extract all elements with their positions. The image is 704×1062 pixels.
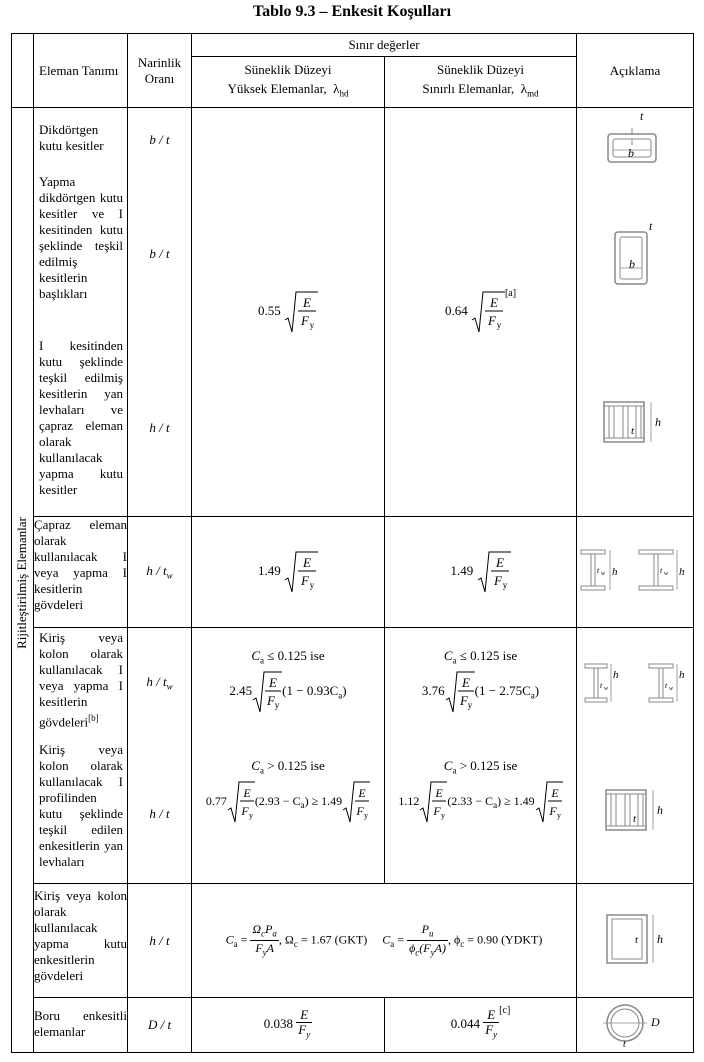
ratio-text: h / t: [146, 563, 167, 579]
i-section-tw-icon-2: [639, 550, 685, 590]
row5-ratio: [128, 674, 191, 692]
sym-t: t: [631, 425, 635, 437]
note-b: [b]: [88, 713, 99, 723]
sym-E: E: [489, 295, 498, 310]
svg-text:t: t: [633, 813, 637, 825]
svg-text:t: t: [665, 681, 668, 690]
r56-md-formulas: [385, 628, 577, 884]
svg-text:E: E: [243, 786, 251, 800]
i-section-tw-icons: [581, 658, 693, 708]
sym-b: b: [629, 257, 635, 271]
i-box-ht-icon: [601, 398, 665, 450]
sqrt-e-fy: [284, 550, 318, 594]
svg-text:y: y: [364, 811, 369, 820]
header-eleman: [34, 34, 128, 108]
svg-text:D: D: [651, 1015, 660, 1029]
i-section-tw-icon: [581, 550, 618, 590]
ratio-cell-r1-3: [128, 108, 192, 517]
svg-text:F: F: [267, 693, 276, 708]
box-section-bt-icon: [606, 110, 666, 166]
header-yuksek-line2: [192, 79, 384, 104]
note-c: [c]: [499, 1004, 511, 1016]
sym-F: F: [493, 573, 502, 588]
header-yuksek: [192, 57, 385, 108]
r6-hd-formula: 0.77 E F y $(2.93 - C_a) \ge 1.49$ E F y: [192, 780, 384, 824]
header-sinir: [192, 34, 577, 57]
r8-hd-formula: 0.038 $\frac{E}{F_y}$: [192, 998, 385, 1053]
svg-text:w: w: [669, 686, 674, 692]
svg-text:h: h: [679, 669, 685, 681]
svg-text:t: t: [600, 681, 603, 690]
row2-ratio: b / t: [149, 246, 170, 261]
lambda-sub: md: [527, 88, 539, 99]
coef: 1.49: [450, 562, 474, 578]
lambda-symbol: λ: [520, 81, 528, 97]
row3-desc: I kesitinden kutu şeklinde teşkil edilmiş kesitlerin yan levhaları ve çapraz eleman olarak kullanılacak yapma kutu kesitler: [39, 338, 123, 497]
frac-e-fy: $\frac{E}{F_y}$: [485, 1007, 498, 1040]
svg-text:F: F: [433, 804, 441, 818]
svg-text:F: F: [356, 804, 364, 818]
svg-text:E: E: [358, 786, 366, 800]
header-sinirli-label: Sınırlı Elemanlar,: [422, 81, 515, 97]
svg-text:E: E: [461, 675, 470, 690]
svg-text:t: t: [660, 566, 663, 575]
row5-desc: Kiriş veya kolon olarak kullanılacak I veya yapma I kesitlerin gövdeleri: [39, 630, 123, 730]
header-aciklama: [577, 34, 694, 108]
header-narinlik-text: Narinlik Oranı: [137, 54, 182, 86]
sym-t: t: [640, 110, 644, 123]
r56-hd-formulas: [192, 628, 385, 884]
sqrt-e-fy: [535, 780, 563, 824]
sym-F: F: [301, 313, 309, 328]
group-label-cell: [12, 108, 34, 1053]
header-eleman-text: Eleman Tanımı: [39, 62, 119, 78]
table-title: Tablo 9.3 – Enkesit Koşulları: [252, 3, 452, 20]
built-up-box-bt-icon: [613, 220, 663, 290]
sym-F: F: [487, 313, 496, 328]
r5-hd-condition: $C_a \le 0.125$ ise: [251, 648, 325, 666]
svg-text:y: y: [467, 700, 472, 710]
svg-text:t: t: [597, 566, 600, 575]
sym-t: t: [649, 220, 653, 233]
r7-formula: $C_a$ = $\frac{\Omega_cP_a}{F_yA}$ , $\Omega_c = 1.67$ (GKT) $C_a$ = $\frac{P_u}{\phi_c(F_yA)}$ , $\phi_c = 0.90$ (YDKT): [192, 884, 577, 998]
sqrt-e-fy: [342, 780, 370, 824]
header-blank: [12, 34, 34, 108]
r6-hd-condition: $C_a > 0.125$ ise: [251, 758, 325, 776]
r8-md-formula: 0.044 $\frac{E}{F_y}$ [c]: [385, 998, 577, 1053]
r5-md-condition: $C_a \le 0.125$ ise: [443, 648, 518, 666]
diagrams-r5-6: [577, 628, 694, 884]
coef: 0.55: [258, 302, 281, 318]
header-sinirli: [385, 57, 577, 108]
row8-ratio: D / t: [128, 998, 192, 1053]
r5-hd-formula: 2.45 E F y $(1 - 0.93C_a)$: [192, 670, 384, 714]
row6-desc: Kiriş veya kolon olarak kullanılacak I profilinden kutu şeklinde teşkil edilen enkesitlerin yan levhaları: [39, 742, 123, 869]
sqrt-e-fy: [471, 290, 505, 334]
sym-y: y: [309, 320, 315, 330]
svg-text:y: y: [274, 700, 280, 710]
svg-text:E: E: [435, 786, 443, 800]
built-up-box-ht-icon: [603, 909, 667, 969]
coef: 1.49: [258, 562, 281, 578]
ratio-sub: w: [166, 570, 173, 581]
ratio-cell-r5-6: [128, 628, 192, 884]
lambda-symbol: λ: [333, 81, 340, 97]
svg-text:h: h: [657, 931, 663, 946]
r6-md-formula: 1.12 E F y $(2.33 - C_a) \ge 1.49$ E F y: [385, 780, 576, 824]
svg-text:h: h: [612, 566, 618, 578]
sqrt-e-fy: [477, 550, 511, 594]
diagrams-r4: [577, 517, 694, 628]
group-label: Rijitleştirilmiş Elemanlar: [14, 517, 29, 649]
row6-ratio: h / t: [149, 806, 170, 821]
sqrt-e-fy: [284, 290, 318, 334]
svg-text:w: w: [604, 686, 609, 692]
svg-text:h: h: [679, 566, 685, 578]
r6-md-condition: $C_a > 0.125$ ise: [443, 758, 518, 776]
svg-text:t: t: [623, 1039, 626, 1048]
sqrt-e-fy: [419, 780, 447, 824]
svg-text:F: F: [241, 804, 249, 818]
sym-y: y: [309, 580, 315, 590]
coef: 0.64: [444, 302, 468, 318]
r4-hd-formula: [192, 517, 385, 628]
i-section-tw-icons: [577, 540, 692, 600]
row2-desc: Yapma dikdörtgen kutu kesitler ve I kesitinden kutu şeklinde teşkil edilmiş kesitlerin başlıkları: [39, 174, 123, 301]
sym-b: b: [628, 146, 634, 160]
header-yuksek-label: Yüksek Elemanlar,: [227, 81, 327, 97]
row1-desc: Dikdörtgen kutu kesitler: [39, 122, 104, 153]
row1-ratio: b / t: [149, 132, 170, 147]
row3-ratio: h / t: [149, 420, 170, 435]
row5-desc-wrap: [34, 628, 127, 738]
sqrt-e-fy: [227, 780, 255, 824]
i-box-ht-icon: [603, 786, 667, 838]
lambda-sub: hd: [339, 88, 349, 99]
sym-y: y: [502, 580, 507, 590]
i-section-tw-icon: [585, 664, 619, 702]
frac-omega-pa: $\frac{\Omega_cP_a}{F_yA}$: [252, 921, 277, 958]
row4-ratio: [128, 517, 192, 628]
svg-text:E: E: [551, 786, 559, 800]
svg-text:t: t: [635, 933, 639, 946]
header-sinirli-line2: [385, 79, 576, 104]
header-sinir-text: Sınır değerler: [348, 37, 420, 52]
svg-text:y: y: [441, 811, 446, 820]
row7-desc: Kiriş veya kolon olarak kullanılacak yapma kutu enkesitlerin gövdeleri: [34, 884, 128, 998]
header-narinlik: [128, 34, 192, 108]
enkesit-table: [11, 33, 694, 1053]
svg-text:y: y: [248, 811, 253, 820]
sym-E: E: [303, 555, 311, 570]
r5-md-formula: 3.76 E F y $(1 - 2.75C_a)$: [385, 670, 576, 714]
ratio-text: h / t: [146, 674, 167, 689]
ratio-sub: w: [166, 681, 173, 692]
svg-text:h: h: [613, 669, 619, 681]
sqrt-e-fy: [445, 670, 475, 714]
sym-h: h: [655, 415, 661, 429]
sym-E: E: [303, 295, 311, 310]
svg-text:E: E: [269, 675, 278, 690]
row8-desc: Boru enkesitli elemanlar: [34, 998, 128, 1053]
sym-F: F: [301, 573, 309, 588]
sym-y: y: [496, 320, 502, 330]
diagrams-r1-3: [577, 108, 694, 517]
r123-hd-formula: [192, 108, 385, 517]
diagrams-r7: [577, 884, 694, 998]
svg-text:w: w: [664, 571, 669, 577]
row7-ratio: h / t: [128, 884, 192, 998]
diagrams-r8: [577, 998, 694, 1053]
frac-e-fy: $\frac{E}{F_y}$: [298, 1007, 311, 1040]
desc-cell-r5-6: [34, 628, 128, 884]
header-sinirli-line1: Süneklik Düzeyi: [436, 62, 524, 78]
svg-text:w: w: [601, 571, 606, 577]
i-section-tw-icon-2: [649, 664, 685, 702]
svg-text:F: F: [459, 693, 468, 708]
row4-desc: Çapraz eleman olarak kullanılacak I veya yapma I kesitlerin gövdeleri: [34, 517, 128, 628]
svg-text:h: h: [657, 803, 663, 817]
r4-md-formula: [385, 517, 577, 628]
sqrt-e-fy: [252, 670, 282, 714]
frac-pu: $\frac{P_u}{\phi_c(F_yA)}$: [409, 921, 446, 958]
note-a: [a]: [504, 287, 517, 299]
header-aciklama-text: Açıklama: [609, 62, 661, 78]
sym-E: E: [495, 555, 504, 570]
header-yuksek-line1: Süneklik Düzeyi: [244, 62, 332, 78]
svg-text:y: y: [556, 811, 561, 820]
r123-md-formula: [385, 108, 577, 517]
svg-text:F: F: [549, 804, 557, 818]
pipe-section-icon: [595, 998, 675, 1048]
desc-cell-r1-3: [34, 108, 128, 517]
